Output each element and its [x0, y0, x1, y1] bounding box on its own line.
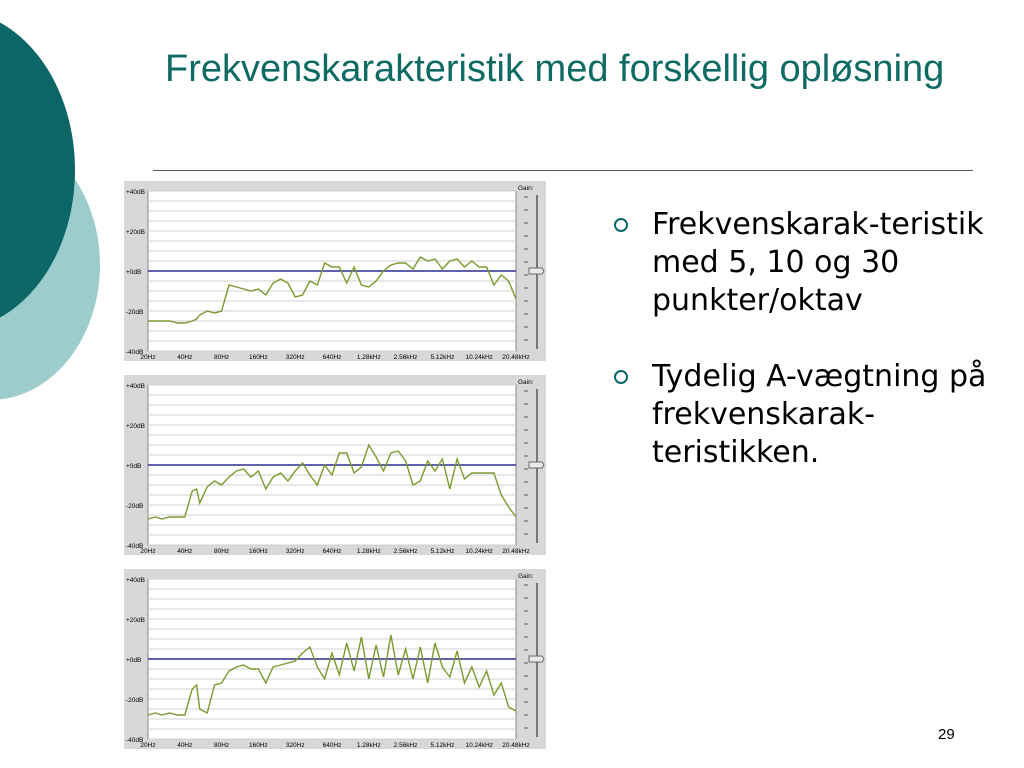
y-tick-label: +40dB — [126, 577, 145, 584]
y-tick-label: +0dB — [126, 657, 142, 664]
x-tick-label: 320Hz — [285, 548, 305, 555]
y-tick-label: -20dB — [126, 309, 144, 316]
x-tick-label: 10.24kHz — [465, 354, 493, 361]
bullet-text: Frekvenskarak-teristik med 5, 10 og 30 punkter/oktav — [652, 207, 984, 318]
gain-slider-handle[interactable] — [529, 268, 544, 274]
x-tick-label: 80Hz — [214, 354, 230, 361]
x-tick-label: 640Hz — [322, 742, 342, 749]
circle-bullet-icon — [614, 218, 628, 232]
x-tick-label: 1.28kHz — [356, 548, 381, 555]
y-tick-label: -20dB — [126, 697, 144, 704]
gain-label: Gain: — [518, 185, 534, 192]
x-tick-label: 640Hz — [322, 354, 342, 361]
x-tick-label: 5.12kHz — [430, 354, 455, 361]
x-tick-label: 5.12kHz — [430, 742, 455, 749]
x-tick-label: 40Hz — [177, 548, 193, 555]
eq-chart-30 — [124, 569, 546, 749]
eq-panel-30-per-octave — [124, 569, 546, 749]
x-tick-label: 2.56kHz — [393, 354, 418, 361]
x-tick-label: 20Hz — [140, 742, 156, 749]
x-tick-label: 20Hz — [140, 548, 156, 555]
x-tick-label: 160Hz — [249, 548, 268, 555]
x-tick-label: 320Hz — [285, 354, 305, 361]
circle-bullet-icon — [614, 370, 628, 384]
gain-slider-handle[interactable] — [529, 656, 544, 662]
bullet-item — [610, 358, 990, 472]
bullet-list — [610, 206, 990, 510]
y-tick-label: -20dB — [126, 503, 144, 510]
y-tick-label: +40dB — [126, 189, 145, 196]
slide-title: Frekvenskarakteristik med forskellig opløsning — [165, 48, 945, 90]
x-tick-label: 10.24kHz — [465, 742, 493, 749]
y-tick-label: +40dB — [126, 383, 145, 390]
x-tick-label: 320Hz — [285, 742, 305, 749]
x-tick-label: 40Hz — [177, 354, 193, 361]
x-tick-label: 20.48kHz — [502, 548, 530, 555]
slide-number: 29 — [938, 726, 955, 743]
eq-chart-5 — [124, 181, 546, 361]
y-tick-label: +0dB — [126, 463, 142, 470]
x-tick-label: 20Hz — [140, 354, 156, 361]
y-tick-label: +0dB — [126, 269, 142, 276]
bullet-item — [610, 206, 990, 320]
x-tick-label: 80Hz — [214, 742, 230, 749]
y-tick-label: -40dB — [126, 543, 144, 550]
eq-panel-10-per-octave — [124, 375, 546, 555]
gain-label: Gain: — [518, 379, 534, 386]
x-tick-label: 40Hz — [177, 742, 193, 749]
y-tick-label: -40dB — [126, 349, 144, 356]
y-tick-label: -40dB — [126, 737, 144, 744]
bullet-text: Tydelig A-vægtning på frekvenskarak-teristikken. — [652, 359, 987, 470]
title-divider — [153, 170, 973, 171]
gain-label: Gain: — [518, 573, 534, 580]
gain-slider-handle[interactable] — [529, 462, 544, 468]
x-tick-label: 160Hz — [249, 742, 268, 749]
x-tick-label: 1.28kHz — [356, 354, 381, 361]
x-tick-label: 80Hz — [214, 548, 230, 555]
y-tick-label: +20dB — [126, 423, 145, 430]
x-tick-label: 5.12kHz — [430, 548, 455, 555]
x-tick-label: 20.48kHz — [502, 742, 530, 749]
eq-chart-10 — [124, 375, 546, 555]
x-tick-label: 10.24kHz — [465, 548, 493, 555]
y-tick-label: +20dB — [126, 229, 145, 236]
eq-panel-5-per-octave — [124, 181, 546, 361]
x-tick-label: 2.56kHz — [393, 742, 418, 749]
y-tick-label: +20dB — [126, 617, 145, 624]
x-tick-label: 20.48kHz — [502, 354, 530, 361]
x-tick-label: 640Hz — [322, 548, 342, 555]
x-tick-label: 1.28kHz — [356, 742, 381, 749]
x-tick-label: 2.56kHz — [393, 548, 418, 555]
x-tick-label: 160Hz — [249, 354, 268, 361]
